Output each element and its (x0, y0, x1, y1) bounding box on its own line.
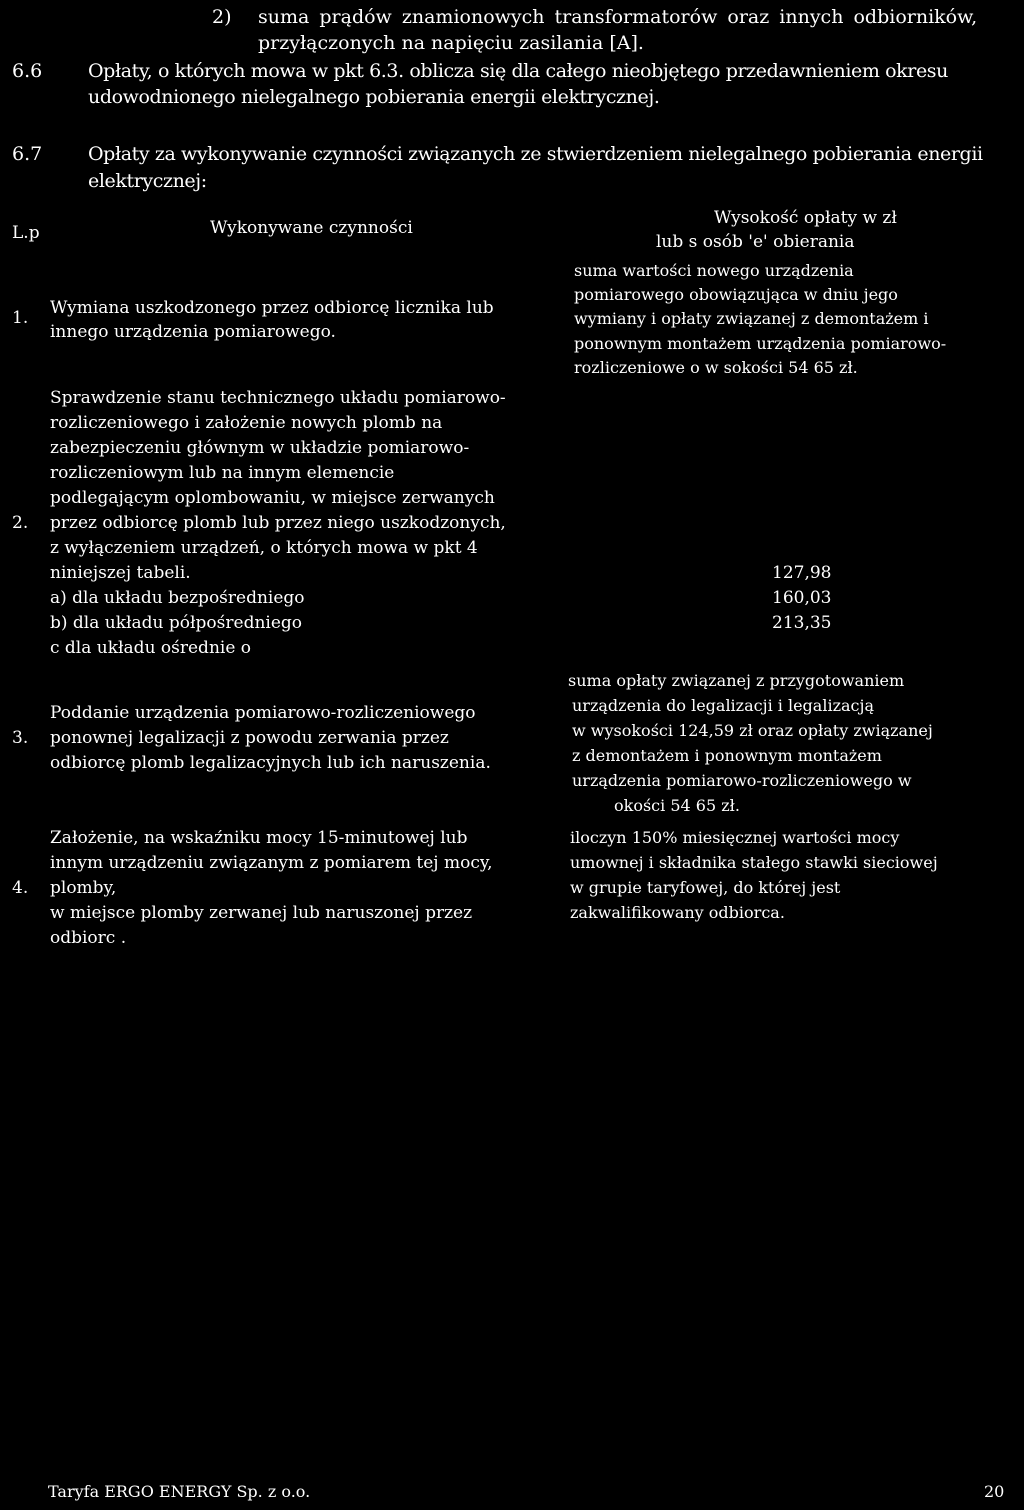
row-sub-item: b) dla układu półpośredniego (50, 613, 303, 633)
section-number: 6.7 (12, 143, 43, 165)
row-description: Poddanie urządzenia pomiarowo-rozliczeniowego (50, 703, 476, 723)
row-description: podlegającym oplombowaniu, w miejsce zerwanych (50, 488, 495, 508)
row-sub-item: a) dla układu bezpośredniego (50, 588, 305, 608)
row-description: Założenie, na wskaźniku mocy 15-minutowej lub (50, 828, 468, 848)
row-description: zabezpieczeniu głównym w układzie pomiarowo- (50, 438, 470, 458)
row-fee: w grupie taryfowej, do której jest (570, 878, 841, 897)
row-description: ponownej legalizacji z powodu zerwania przez (50, 728, 449, 748)
row-fee: suma opłaty związanej z przygotowaniem (568, 671, 905, 690)
row-fee: rozliczeniowe o w sokości 54 65 zł. (574, 358, 858, 377)
row-fee-value: 160,03 (772, 588, 832, 608)
row-fee: pomiarowego obowiązująca w dniu jego (574, 285, 898, 304)
row-fee-value: 213,35 (772, 613, 832, 633)
row-description: rozliczeniowym lub na innym elemencie (50, 463, 395, 483)
header-lp: L.p (12, 223, 40, 243)
row-description: z wyłączeniem urządzeń, o których mowa w pkt 4 (50, 538, 478, 558)
list-item-number: 2) (212, 6, 232, 28)
row-number: 4. (12, 878, 29, 898)
page-number: 20 (984, 1482, 1005, 1501)
header-activities: Wykonywane czynności (210, 218, 413, 238)
section-text: Opłaty za wykonywanie czynności związanych ze stwierdzeniem nielegalnego pobierania energii (88, 143, 983, 165)
row-fee: wymiany i opłaty związanej z demontażem i (574, 309, 929, 328)
section-text: Opłaty, o których mowa w pkt 6.3. oblicza się dla całego nieobjętego przedawnieniem okresu (88, 60, 948, 82)
row-description: odbiorcę plomb legalizacyjnych lub ich naruszenia. (50, 753, 491, 773)
row-description: plomby, (50, 878, 117, 898)
row-description: rozliczeniowego i założenie nowych plomb na (50, 413, 443, 433)
row-sub-item: c dla układu ośrednie o (50, 638, 252, 658)
row-description: niniejszej tabeli. (50, 563, 191, 583)
footer-title: Taryfa ERGO ENERGY Sp. z o.o. (48, 1482, 311, 1501)
row-description: Sprawdzenie stanu technicznego układu pomiarowo- (50, 388, 506, 408)
row-fee: okości 54 65 zł. (614, 796, 740, 815)
section-number: 6.6 (12, 60, 43, 82)
list-item-text: suma prądów znamionowych transformatorów oraz innych odbiorników, (258, 6, 978, 28)
row-fee: z demontażem i ponownym montażem (572, 746, 882, 765)
row-description: przez odbiorcę plomb lub przez niego uszkodzonych, (50, 513, 506, 533)
row-description: Wymiana uszkodzonego przez odbiorcę licznika lub (50, 298, 494, 318)
row-description: odbiorc . (50, 928, 127, 948)
row-description: w miejsce plomby zerwanej lub naruszonej przez (50, 903, 473, 923)
row-description: innego urządzenia pomiarowego. (50, 322, 336, 342)
header-fee-line2: lub s osób 'e' obierania (656, 232, 855, 252)
row-number: 2. (12, 513, 29, 533)
row-description: innym urządzeniu związanym z pomiarem tej mocy, (50, 853, 493, 873)
row-fee: umownej i składnika stałego stawki sieciowej (570, 853, 938, 872)
row-number: 3. (12, 728, 29, 748)
row-fee: urządzenia do legalizacji i legalizacją (572, 696, 874, 715)
list-item-text: przyłączonych na napięciu zasilania [A]. (258, 32, 644, 54)
row-fee: iloczyn 150% miesięcznej wartości mocy (570, 828, 900, 847)
section-text: udowodnionego nielegalnego pobierania energii elektrycznej. (88, 86, 660, 108)
section-text: elektrycznej: (88, 170, 207, 192)
header-fee-line1: Wysokość opłaty w zł (714, 208, 897, 228)
row-fee: zakwalifikowany odbiorca. (570, 903, 785, 922)
row-fee: urządzenia pomiarowo-rozliczeniowego w (572, 771, 912, 790)
row-fee-value: 127,98 (772, 563, 832, 583)
row-fee: w wysokości 124,59 zł oraz opłaty związanej (572, 721, 933, 740)
row-fee: ponownym montażem urządzenia pomiarowo- (574, 334, 947, 353)
row-fee: suma wartości nowego urządzenia (574, 261, 854, 280)
row-number: 1. (12, 308, 29, 328)
